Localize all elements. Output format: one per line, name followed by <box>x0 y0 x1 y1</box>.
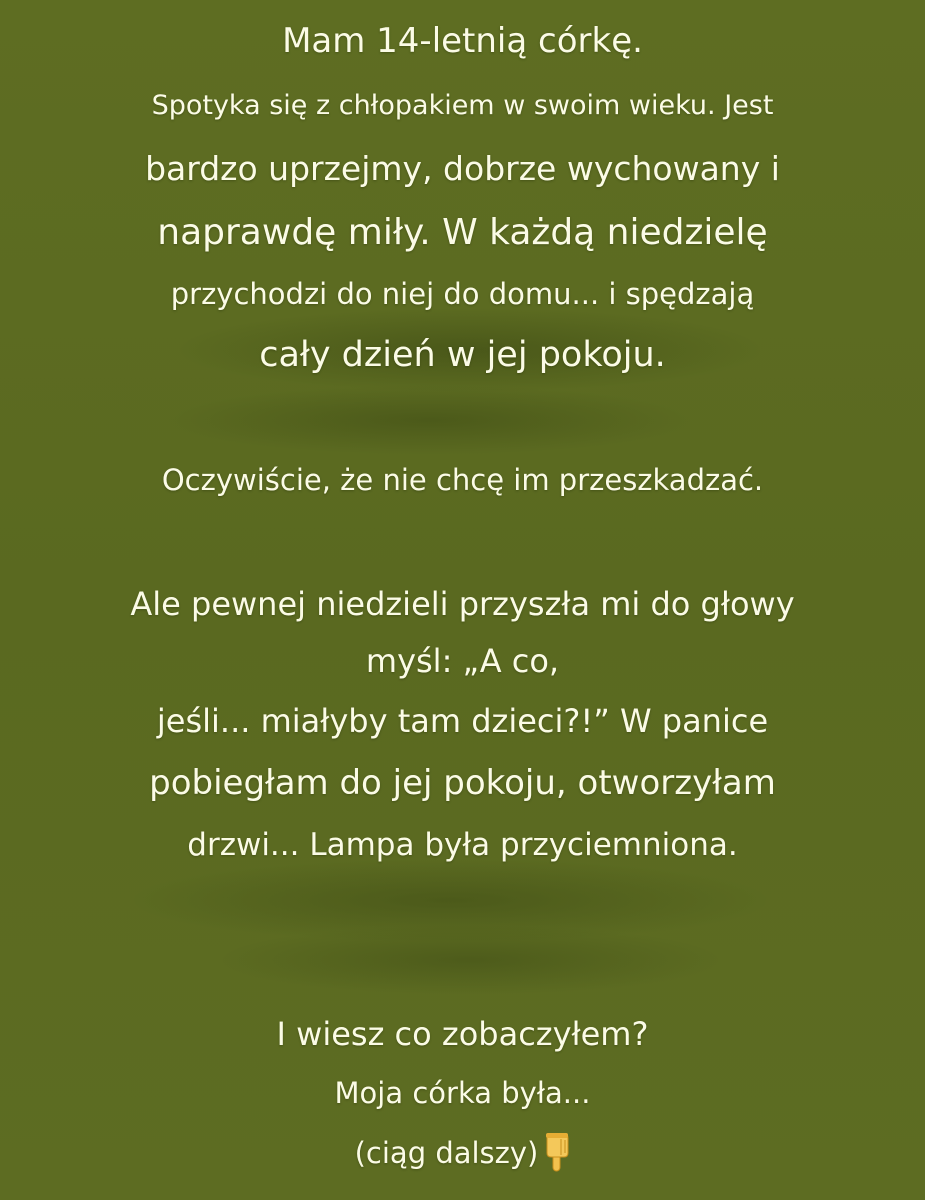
continuation-text: (ciąg dalszy) <box>354 1136 539 1170</box>
story-line-9: myśl: „A co, <box>365 642 560 680</box>
story-line-6: cały dzień w jej pokoju. <box>259 335 666 375</box>
story-line-13: I wiesz co zobaczyłem? <box>276 1015 649 1053</box>
story-line-5: przychodzi do niej do domu... i spędzają <box>170 277 755 311</box>
pointing-down-hand-icon <box>544 1133 570 1173</box>
story-line-3: bardzo uprzejmy, dobrze wychowany i <box>145 149 780 188</box>
story-line-2: Spotyka się z chłopakiem w swoim wieku. Jest <box>151 90 774 121</box>
continuation-line <box>0 1133 925 1173</box>
story-line-7: Oczywiście, że nie chcę im przeszkadzać. <box>161 463 764 497</box>
story-line-12: drzwi... Lampa była przyciemniona. <box>187 827 738 863</box>
story-line-1: Mam 14-letnią córkę. <box>282 21 643 61</box>
story-line-11: pobiegłam do jej pokoju, otworzyłam <box>149 763 776 803</box>
story-line-4: naprawdę miły. W każdą niedzielę <box>157 212 768 253</box>
story-line-10: jeśli... miałyby tam dzieci?!” W panice <box>156 702 769 740</box>
story-line-14: Moja córka była... <box>334 1076 591 1110</box>
story-line-8: Ale pewnej niedzieli przyszła mi do głowy <box>130 585 795 623</box>
